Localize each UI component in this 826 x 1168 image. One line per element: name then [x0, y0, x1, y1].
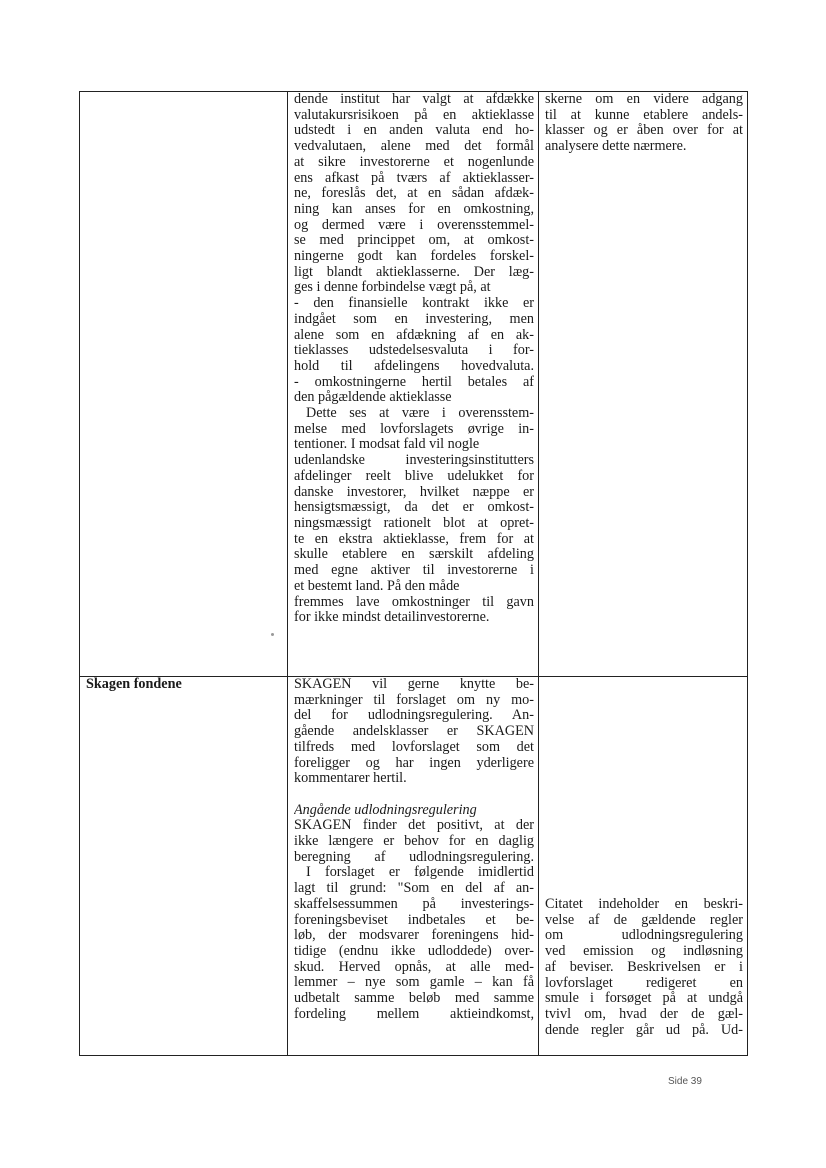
organization-cell: Skagen fondene — [80, 677, 288, 1056]
text-line: smule i forsøget på at undgå — [545, 991, 743, 1007]
text-line: ningsmæssigt rationelt blot at opret- — [294, 515, 534, 531]
text-line: Dette ses at være i overensstem- — [306, 406, 534, 422]
text-line: foreningsbeviset indbetales et be- — [294, 912, 534, 928]
comment-text — [294, 92, 534, 626]
text-line: alene som en afdækning af en ak- — [294, 327, 534, 343]
text-line: skerne om en videre adgang — [545, 92, 743, 107]
text-line: analysere dette nærmere. — [545, 139, 687, 155]
comment-cell — [288, 677, 539, 1056]
text-line: SKAGEN vil gerne knytte be- — [294, 677, 534, 692]
text-line: ningerne godt kan fordeles forskel- — [294, 249, 534, 265]
text-line: udbetalt samme beløb med samme — [294, 991, 534, 1007]
text-line: et bestemt land. På den måde — [294, 578, 460, 594]
text-line: beregning af udlodningsregulering. — [294, 849, 534, 865]
comment-text — [294, 818, 534, 1022]
text-line: lovforslaget redigeret en — [545, 975, 743, 991]
text-line: del for udlodningsregulering. An- — [294, 708, 534, 724]
text-line: valutakursrisikoen på en aktieklasse — [294, 107, 534, 123]
text-line: hold til afdelingens hovedvaluta. — [294, 358, 534, 374]
consultation-table — [79, 91, 748, 1056]
text-line: den pågældende aktieklasse — [294, 390, 452, 406]
text-line: ens afkast på tværs af aktieklasser- — [294, 170, 534, 186]
text-line: skud. Herved opnås, at alle med- — [294, 959, 534, 975]
text-line: tieklasses udstedelsesvaluta i for- — [294, 343, 534, 359]
text-line: velse af de gældende regler — [545, 912, 743, 928]
text-line: at sikre investorerne et nogenlunde — [294, 154, 534, 170]
text-line: til at kunne etablere andels- — [545, 107, 743, 123]
text-line: - omkostningerne hertil betales af — [294, 374, 534, 390]
text-line: tidige (endnu ikke udloddede) over- — [294, 943, 534, 959]
comment-cell — [288, 92, 539, 677]
text-line: klasser og er åben over for at — [545, 123, 743, 139]
text-line: tvivl om, hvad der de gæl- — [545, 1006, 743, 1022]
text-line: om udlodningsregulering — [545, 928, 743, 944]
text-line: se med princippet om, at omkost- — [294, 233, 534, 249]
text-line: ne, foreslås det, at en sådan afdæk- — [294, 186, 534, 202]
text-line: vedvalutaen, alene med det formål — [294, 139, 534, 155]
text-line: løb, der modsvarer foreningens hid- — [294, 928, 534, 944]
text-line: af beviser. Beskrivelsen er i — [545, 959, 743, 975]
table-row — [80, 677, 748, 1056]
response-text — [545, 897, 743, 1038]
text-line: melse med lovforslagets øvrige in- — [294, 421, 534, 437]
table-row — [80, 92, 748, 677]
scan-speck — [271, 633, 274, 636]
paragraph-gap — [294, 787, 534, 803]
text-line: I forslaget er følgende imidlertid — [306, 865, 534, 881]
text-line: SKAGEN finder det positivt, at der — [294, 818, 534, 834]
text-line: lagt til grund: "Som en del af an- — [294, 881, 534, 897]
text-line: - den finansielle kontrakt ikke er — [294, 296, 534, 312]
comment-text — [294, 677, 534, 787]
text-line: danske investorer, hvilket næppe er — [294, 484, 534, 500]
text-line: skulle etablere en særskilt afdeling — [294, 547, 534, 563]
response-cell — [539, 677, 748, 1056]
text-line: lemmer – nye som gamle – kan få — [294, 975, 534, 991]
text-line: og dermed være i overensstemmel- — [294, 217, 534, 233]
text-line: skaffelsessummen på investerings- — [294, 896, 534, 912]
response-cell — [539, 92, 748, 677]
text-line: te en ekstra aktieklasse, frem for at — [294, 531, 534, 547]
text-line: Citatet indeholder en beskri- — [545, 897, 743, 912]
text-line: tilfreds med lovforslaget som det — [294, 739, 534, 755]
text-line: med egne aktiver til investorerne i — [294, 563, 534, 579]
text-line: afdelinger reelt blive udelukket for — [294, 468, 534, 484]
text-line: ges i denne forbindelse vægt på, at — [294, 280, 491, 296]
text-line: fremmes lave omkostninger til gavn — [294, 594, 534, 610]
text-line: fordeling mellem aktieindkomst, — [294, 1006, 534, 1022]
text-line: mærkninger til forslaget om ny mo- — [294, 692, 534, 708]
text-line: udenlandske investeringsinstitutters — [294, 453, 534, 469]
text-line: hensigtsmæssigt, da det er omkost- — [294, 500, 534, 516]
text-line: ning kan anses for en omkostning, — [294, 201, 534, 217]
text-line: udstedt i en anden valuta end ho- — [294, 123, 534, 139]
text-line: dende regler går ud på. Ud- — [545, 1022, 743, 1038]
text-line: foreligger og har ingen yderligere — [294, 755, 534, 771]
response-text — [545, 92, 743, 155]
response-spacer — [545, 677, 743, 897]
text-line: kommentarer hertil. — [294, 771, 407, 787]
text-line: indgået som en investering, men — [294, 311, 534, 327]
page-number: Side 39 — [668, 1076, 702, 1087]
text-line: ligt blandt aktieklasserne. Der læg- — [294, 264, 534, 280]
text-line: dende institut har valgt at afdække — [294, 92, 534, 107]
section-heading: Angående udlodningsregulering — [294, 802, 477, 818]
text-line: ved emission og indløsning — [545, 944, 743, 960]
organization-cell — [80, 92, 288, 677]
text-line: ikke længere er behov for en daglig — [294, 834, 534, 850]
text-line: for ikke mindst detailinvestorerne. — [294, 610, 490, 626]
text-line: gående andelsklasser er SKAGEN — [294, 724, 534, 740]
text-line: tentioner. I modsat fald vil nogle — [294, 437, 480, 453]
